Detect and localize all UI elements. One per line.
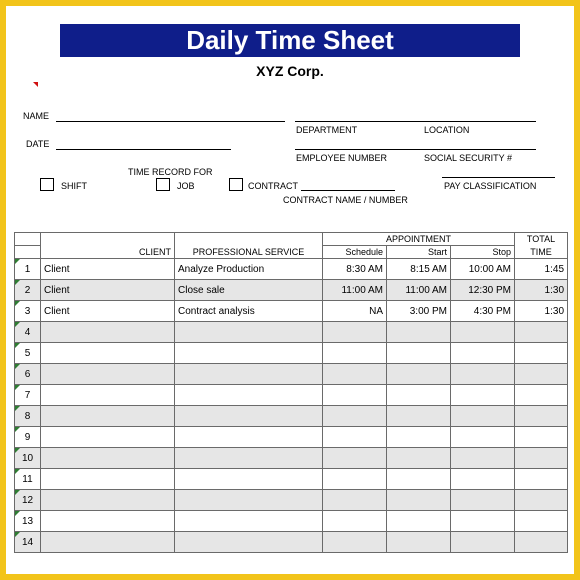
row-number: 12 (21, 494, 34, 506)
row-number-subheader (15, 246, 41, 259)
row-number: 2 (24, 284, 31, 296)
cell-marker-icon (15, 301, 20, 306)
employee-ssn-field[interactable] (295, 149, 536, 150)
client-cell[interactable] (41, 427, 175, 448)
cell-marker-icon (15, 490, 20, 495)
service-cell[interactable] (175, 364, 323, 385)
row-number-cell (15, 406, 41, 427)
client-cell[interactable] (41, 364, 175, 385)
schedule-cell[interactable]: 8:30 AM (323, 259, 387, 280)
cell-marker-icon (15, 406, 20, 411)
start-cell[interactable] (387, 343, 451, 364)
row-number-cell (15, 490, 41, 511)
service-header: PROFESSIONAL SERVICE (175, 246, 323, 259)
client-cell[interactable] (41, 385, 175, 406)
total-time-cell[interactable] (515, 427, 568, 448)
cell-marker-icon (15, 511, 20, 516)
schedule-cell[interactable] (323, 406, 387, 427)
client-cell[interactable] (41, 322, 175, 343)
date-field[interactable] (56, 149, 231, 150)
client-cell[interactable] (41, 469, 175, 490)
stop-cell[interactable] (451, 343, 515, 364)
table-row (15, 448, 568, 469)
row-number-cell (15, 427, 41, 448)
service-cell[interactable] (175, 532, 323, 553)
row-number-cell (15, 280, 41, 301)
total-header: TOTAL (515, 233, 568, 246)
table-row (15, 280, 568, 301)
stop-cell[interactable]: 10:00 AM (451, 259, 515, 280)
row-number-cell (15, 448, 41, 469)
stop-cell[interactable] (451, 448, 515, 469)
row-number: 1 (24, 263, 31, 275)
table-row (15, 301, 568, 322)
row-number-cell (15, 364, 41, 385)
table-row (15, 385, 568, 406)
service-cell[interactable] (175, 511, 323, 532)
social-security-label: SOCIAL SECURITY # (424, 153, 513, 163)
service-cell[interactable] (175, 406, 323, 427)
shift-checkbox[interactable] (40, 178, 54, 191)
schedule-cell[interactable] (323, 448, 387, 469)
row-number: 11 (22, 473, 33, 485)
table-row (15, 343, 568, 364)
total-time-cell[interactable]: 1:30 (515, 280, 568, 301)
row-number-cell (15, 385, 41, 406)
table-row (15, 490, 568, 511)
schedule-header: Schedule (323, 246, 387, 259)
row-number: 6 (24, 368, 31, 380)
contract-field[interactable] (301, 190, 395, 191)
row-number: 10 (21, 452, 34, 464)
row-number: 3 (24, 305, 31, 317)
table-row (15, 406, 568, 427)
row-number-cell (15, 259, 41, 280)
total-time-cell[interactable] (515, 532, 568, 553)
name-label: NAME (23, 111, 50, 121)
start-cell[interactable] (387, 511, 451, 532)
date-label: DATE (26, 139, 50, 149)
service-cell[interactable] (175, 427, 323, 448)
contract-label: CONTRACT (248, 181, 298, 191)
client-cell[interactable] (41, 511, 175, 532)
stop-cell[interactable] (451, 427, 515, 448)
row-number: 9 (24, 431, 31, 443)
row-number-cell (15, 301, 41, 322)
client-cell[interactable] (41, 490, 175, 511)
cell-marker-icon (15, 280, 20, 285)
service-cell[interactable] (175, 385, 323, 406)
schedule-cell[interactable] (323, 343, 387, 364)
appointment-header: APPOINTMENT (323, 233, 515, 246)
total-time-cell[interactable] (515, 511, 568, 532)
cell-marker-icon (15, 385, 20, 390)
table-row (15, 469, 568, 490)
total-time-cell[interactable] (515, 406, 568, 427)
page-title: Daily Time Sheet (60, 24, 520, 57)
service-cell[interactable] (175, 322, 323, 343)
schedule-cell[interactable] (323, 322, 387, 343)
table-row (15, 259, 568, 280)
client-cell[interactable] (41, 406, 175, 427)
service-header-top (175, 233, 323, 246)
start-cell[interactable]: 8:15 AM (387, 259, 451, 280)
client-cell[interactable]: Client (41, 280, 175, 301)
row-number-header (15, 233, 41, 246)
total-time-cell[interactable] (515, 322, 568, 343)
start-cell[interactable] (387, 385, 451, 406)
service-cell[interactable] (175, 343, 323, 364)
start-cell[interactable]: 11:00 AM (387, 280, 451, 301)
service-cell[interactable]: Close sale (175, 280, 323, 301)
service-cell[interactable] (175, 448, 323, 469)
schedule-cell[interactable]: NA (323, 301, 387, 322)
service-cell[interactable]: Contract analysis (175, 301, 323, 322)
employee-number-label: EMPLOYEE NUMBER (296, 153, 388, 163)
pay-classification-label: PAY CLASSIFICATION (444, 181, 537, 191)
start-cell[interactable] (387, 427, 451, 448)
start-cell[interactable] (387, 322, 451, 343)
start-cell[interactable] (387, 532, 451, 553)
table-row (15, 532, 568, 553)
total-time-cell[interactable] (515, 385, 568, 406)
timesheet-rows (15, 259, 568, 553)
cell-marker-icon (15, 322, 20, 327)
schedule-cell[interactable] (323, 385, 387, 406)
row-number: 13 (21, 515, 34, 527)
comment-indicator-icon (33, 82, 38, 87)
contract-name-label: CONTRACT NAME / NUMBER (283, 195, 408, 205)
cell-marker-icon (15, 427, 20, 432)
client-header: CLIENT (41, 246, 175, 259)
schedule-cell[interactable] (323, 532, 387, 553)
cell-marker-icon (15, 532, 20, 537)
total-time-cell[interactable] (515, 490, 568, 511)
shift-label: SHIFT (61, 181, 87, 191)
client-cell[interactable] (41, 343, 175, 364)
stop-header: Stop (451, 246, 515, 259)
stop-cell[interactable] (451, 511, 515, 532)
client-header-top (41, 233, 175, 246)
stop-cell[interactable]: 4:30 PM (451, 301, 515, 322)
start-cell[interactable] (387, 469, 451, 490)
client-cell[interactable] (41, 448, 175, 469)
row-number: 8 (24, 410, 31, 422)
total-time-cell[interactable] (515, 343, 568, 364)
start-cell[interactable] (387, 406, 451, 427)
cell-marker-icon (15, 343, 20, 348)
start-cell[interactable]: 3:00 PM (387, 301, 451, 322)
row-number: 5 (24, 347, 31, 359)
table-row (15, 322, 568, 343)
total-time-cell[interactable] (515, 364, 568, 385)
schedule-cell[interactable]: 11:00 AM (323, 280, 387, 301)
row-number-cell (15, 322, 41, 343)
location-label: LOCATION (424, 125, 470, 135)
row-number: 14 (21, 536, 34, 548)
total-time-cell[interactable]: 1:30 (515, 301, 568, 322)
row-number-cell (15, 469, 41, 490)
contract-checkbox[interactable] (229, 178, 243, 191)
stop-cell[interactable] (451, 406, 515, 427)
timesheet-table (14, 232, 568, 553)
cell-marker-icon (15, 448, 20, 453)
start-cell[interactable] (387, 364, 451, 385)
stop-cell[interactable]: 12:30 PM (451, 280, 515, 301)
row-number-cell (15, 343, 41, 364)
schedule-cell[interactable] (323, 490, 387, 511)
schedule-cell[interactable] (323, 511, 387, 532)
name-field[interactable] (56, 121, 285, 122)
service-cell[interactable] (175, 469, 323, 490)
row-number-cell (15, 511, 41, 532)
service-cell[interactable] (175, 490, 323, 511)
time-sheet (6, 6, 574, 574)
department-location-field[interactable] (295, 121, 536, 122)
start-cell[interactable] (387, 448, 451, 469)
job-checkbox[interactable] (156, 178, 170, 191)
table-row (15, 364, 568, 385)
row-number: 7 (24, 389, 31, 401)
department-label: DEPARTMENT (296, 125, 358, 135)
row-number: 4 (24, 326, 31, 338)
cell-marker-icon (15, 259, 20, 264)
total-time-cell[interactable]: 1:45 (515, 259, 568, 280)
table-row (15, 511, 568, 532)
total-time-cell[interactable] (515, 469, 568, 490)
stop-cell[interactable] (451, 322, 515, 343)
stop-cell[interactable] (451, 490, 515, 511)
pay-classification-field[interactable] (442, 177, 555, 178)
client-cell[interactable]: Client (41, 259, 175, 280)
stop-cell[interactable] (451, 364, 515, 385)
schedule-cell[interactable] (323, 469, 387, 490)
stop-cell[interactable] (451, 385, 515, 406)
company-name: XYZ Corp. (256, 63, 324, 79)
start-header: Start (387, 246, 451, 259)
cell-marker-icon (15, 364, 20, 369)
table-row (15, 427, 568, 448)
client-cell[interactable]: Client (41, 301, 175, 322)
time-record-for-label: TIME RECORD FOR (128, 167, 213, 177)
stop-cell[interactable] (451, 532, 515, 553)
service-cell[interactable]: Analyze Production (175, 259, 323, 280)
cell-marker-icon (15, 469, 20, 474)
client-cell[interactable] (41, 532, 175, 553)
schedule-cell[interactable] (323, 364, 387, 385)
schedule-cell[interactable] (323, 427, 387, 448)
start-cell[interactable] (387, 490, 451, 511)
row-number-cell (15, 532, 41, 553)
stop-cell[interactable] (451, 469, 515, 490)
job-label: JOB (177, 181, 195, 191)
total-time-cell[interactable] (515, 448, 568, 469)
time-header: TIME (515, 246, 568, 259)
